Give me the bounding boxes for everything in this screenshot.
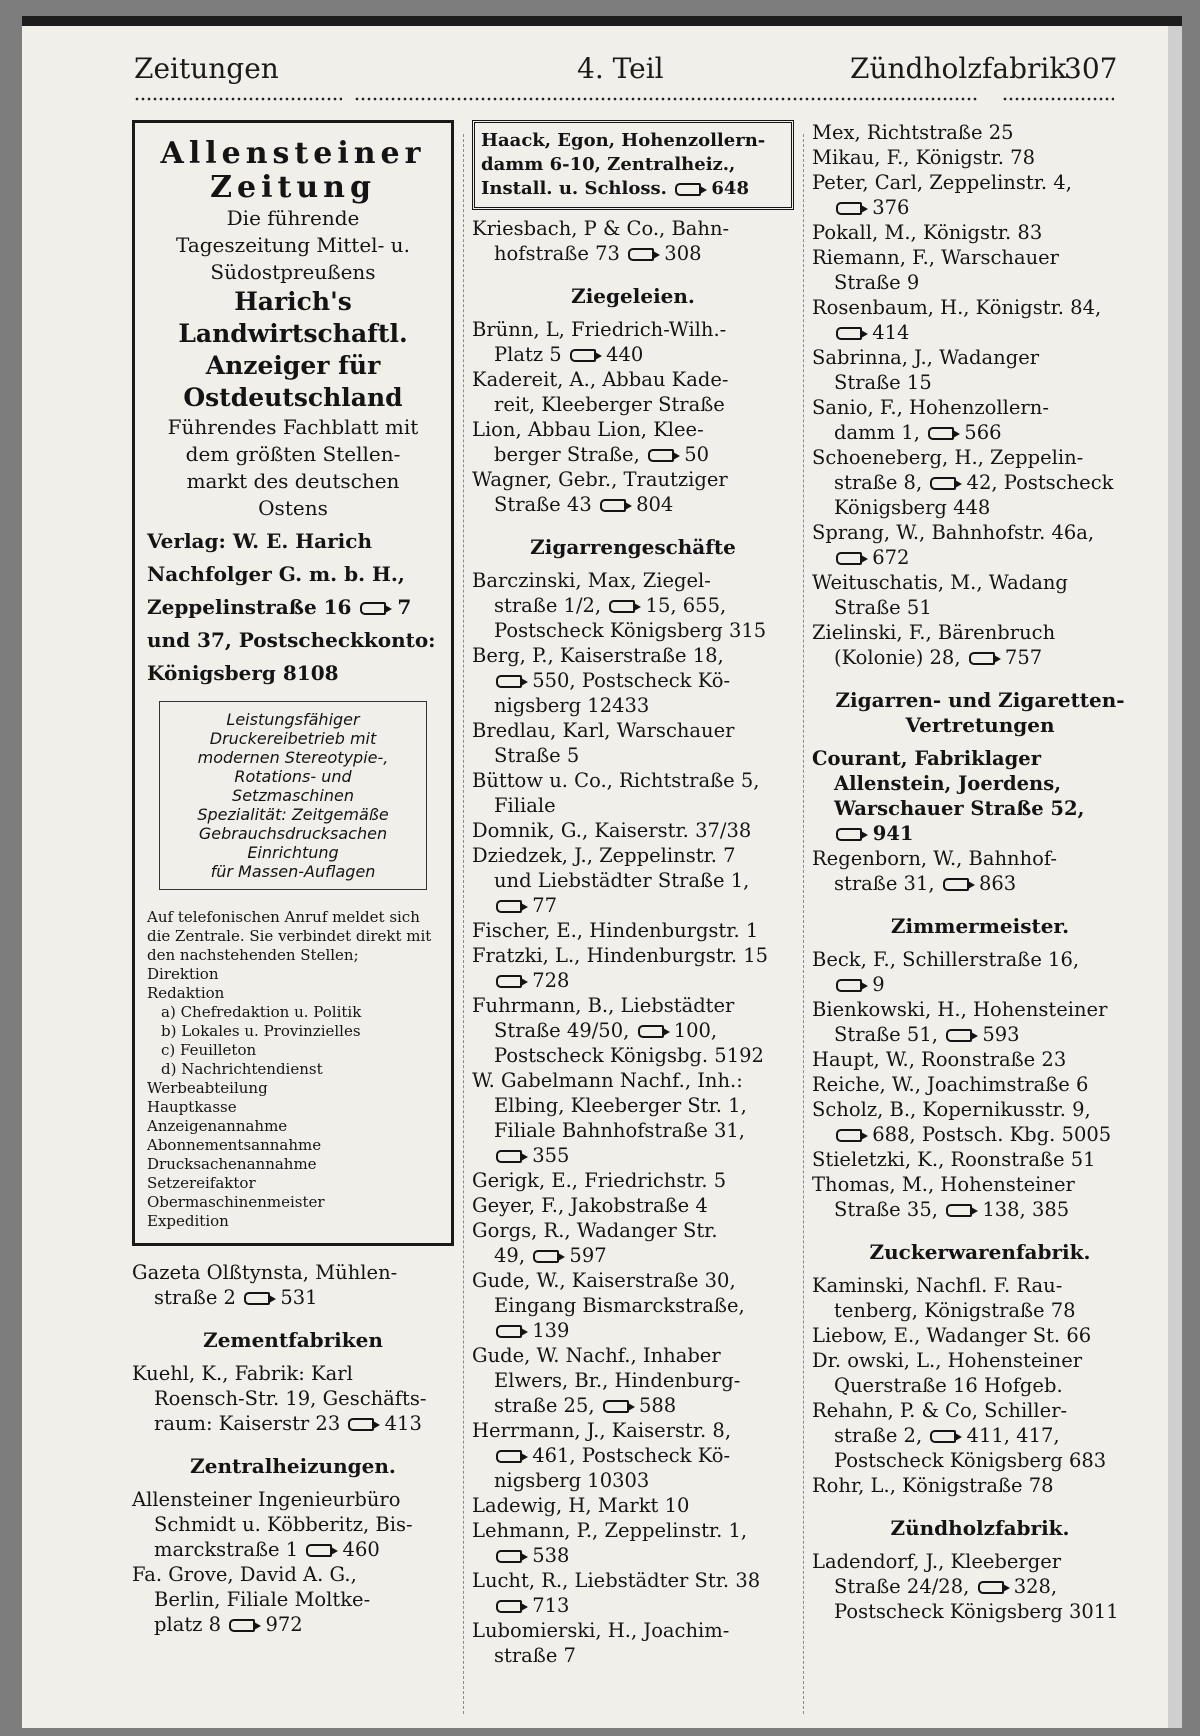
entry-continuation: Straße 24/28, 328, [834, 1575, 1058, 1598]
listing-entry [472, 417, 794, 467]
entry-continuation: 688, Postsch. Kbg. 5005 [812, 1122, 1148, 1147]
listing-entry [472, 1218, 794, 1268]
ad-bold-line: Landwirtschaftl. [178, 319, 408, 348]
section-heading: Zentralheizungen. [190, 1454, 396, 1478]
entry-continuation: berger Straße, 50 [494, 443, 710, 466]
telephone-icon [600, 499, 626, 512]
ad-department: Obermaschinenmeister [147, 1193, 325, 1211]
listing-entry [132, 1562, 454, 1637]
entry-name: Riemann, F., Warschauer [812, 246, 1060, 269]
listing-entry [472, 1168, 794, 1193]
entry-continuation: 941 [812, 821, 1148, 846]
entry-name: Geyer, F., Jakobstraße 4 [472, 1194, 708, 1217]
telephone-icon [928, 427, 954, 440]
ad-publisher-line: Zeppelinstraße 16 7 [147, 595, 412, 619]
listing-entry [812, 1473, 1148, 1498]
entry-continuation: 461, Postscheck Kö- [472, 1443, 794, 1468]
entry-continuation: Postscheck Königsbg. 5192 [494, 1044, 764, 1067]
entry-continuation: Elbing, Kleeberger Str. 1, [494, 1094, 747, 1117]
listing-entry [472, 1068, 794, 1168]
entry-name: Rohr, L., Königstraße 78 [812, 1474, 1054, 1497]
listing-entry [812, 170, 1148, 220]
telephone-icon [533, 1250, 559, 1263]
entry-continuation: Postscheck Königsberg 315 [494, 619, 767, 642]
header-part: 4. Teil [577, 52, 664, 85]
ad-bold-line: Harich's [234, 287, 352, 316]
entry-continuation: nigsberg 10303 [494, 1469, 650, 1492]
ad-title: Allensteiner [160, 136, 426, 171]
header-section-left: Zeitungen [134, 52, 279, 85]
entry-name: Scholz, B., Kopernikusstr. 9, [812, 1098, 1091, 1121]
column-1 [132, 120, 454, 1637]
entry-name: Courant, Fabriklager [812, 747, 1041, 770]
ad-department: a) Chefredaktion u. Politik [161, 1003, 362, 1021]
entry-continuation: 139 [472, 1318, 794, 1343]
listing-entry [812, 445, 1148, 520]
entry-name: Kriesbach, P & Co., Bahn- [472, 217, 730, 240]
telephone-icon [229, 1619, 255, 1632]
boxed-listing-line: damm 6-10, Zentralheiz., [481, 154, 736, 175]
entry-continuation: 77 [472, 893, 794, 918]
entry-name: Bienkowski, H., Hohensteiner [812, 998, 1108, 1021]
telephone-icon [496, 1600, 522, 1613]
section-heading: Zementfabriken [203, 1328, 383, 1352]
entry-name: Fa. Grove, David A. G., [132, 1563, 357, 1586]
listing-column-2 [472, 216, 794, 1668]
listing-entry [472, 1418, 794, 1493]
ad-department: Redaktion [147, 984, 225, 1002]
entry-name: Kadereit, A., Abbau Kade- [472, 368, 729, 391]
listing-entry [472, 568, 794, 643]
entry-name: Weituschatis, M., Wadang [812, 571, 1068, 594]
telephone-icon [943, 878, 969, 891]
ad-supplement-tagline [147, 414, 439, 522]
entry-name: Regenborn, W., Bahnhof- [812, 847, 1058, 870]
boxed-listing-line: Install. u. Schloss. 648 [481, 178, 749, 199]
listing-entry [812, 947, 1148, 997]
entry-continuation: 672 [812, 545, 1148, 570]
entry-name: Kaminski, Nachfl. F. Rau- [812, 1274, 1063, 1297]
entry-name: Schoeneberg, H., Zeppelin- [812, 446, 1084, 469]
directory-page [22, 16, 1182, 1728]
listing-entry [472, 718, 794, 768]
entry-name: Rosenbaum, H., Königstr. 84, [812, 296, 1102, 319]
listing-entry [132, 1487, 454, 1562]
ad-publisher-line: Nachfolger G. m. b. H., [147, 562, 405, 586]
entry-continuation: 728 [472, 968, 794, 993]
entry-continuation: damm 1, 566 [834, 421, 1002, 444]
listing-entry [472, 943, 794, 993]
listing-entry [472, 1268, 794, 1343]
telephone-icon [836, 828, 862, 841]
entry-continuation: Warschauer Straße 52, [834, 797, 1085, 820]
ad-department: Werbeabteilung [147, 1079, 268, 1097]
entry-name: Rehahn, P. & Co, Schiller- [812, 1399, 1068, 1422]
listing-entry [472, 1568, 794, 1618]
listing-entry [812, 1072, 1148, 1097]
listing-entry [812, 1323, 1148, 1348]
entry-continuation: Postscheck Königsberg 3011 [834, 1600, 1119, 1623]
entry-name: Lehmann, P., Zeppelinstr. 1, [472, 1519, 748, 1542]
listing-entry [472, 1193, 794, 1218]
ad-department: c) Feuilleton [161, 1041, 257, 1059]
telephone-icon [675, 183, 701, 196]
telephone-icon [496, 900, 522, 913]
ad-printing-line: Spezialität: Zeitgemäße [197, 805, 389, 824]
entry-name: Sanio, F., Hohenzollern- [812, 396, 1049, 419]
ad-department: d) Nachrichtendienst [161, 1060, 323, 1078]
ad-printing-line: für Massen-Auflagen [210, 862, 376, 881]
entry-continuation: Straße 51, 593 [834, 1023, 1020, 1046]
entry-name: Gorgs, R., Wadanger Str. [472, 1219, 718, 1242]
listing-entry [812, 1549, 1148, 1624]
ad-publisher-line: Königsberg 8108 [147, 661, 339, 685]
listing-entry [132, 1260, 454, 1310]
ad-printing-line: Rotations- und [234, 767, 352, 786]
listing-column-3 [812, 120, 1148, 1624]
ad-line: Tageszeitung Mittel- u. [176, 233, 410, 257]
listing-entry [472, 1518, 794, 1568]
entry-name: Allensteiner Ingenieurbüro [132, 1488, 401, 1511]
telephone-icon [496, 1450, 522, 1463]
entry-name: Beck, F., Schillerstraße 16, [812, 948, 1080, 971]
telephone-icon [496, 975, 522, 988]
ad-title: Zeitung [210, 170, 376, 205]
entry-continuation: Straße 35, 138, 385 [834, 1198, 1070, 1221]
entry-continuation: Schmidt u. Köbberitz, Bis- [154, 1513, 413, 1536]
listing-entry [812, 846, 1148, 896]
entry-continuation: Straße 43 804 [494, 493, 674, 516]
entry-name: Berg, P., Kaiserstraße 18, [472, 644, 724, 667]
page-number: 307 [1064, 52, 1118, 85]
listing-entry [812, 1398, 1148, 1473]
listing-entry [812, 746, 1148, 846]
entry-name: Sabrinna, J., Wadanger [812, 346, 1040, 369]
entry-name: Fischer, E., Hindenburgstr. 1 [472, 919, 759, 942]
ad-publisher-line: und 37, Postscheckkonto: [147, 628, 436, 652]
entry-name: Pokall, M., Königstr. 83 [812, 221, 1043, 244]
entry-name: Dr. owski, L., Hohensteiner [812, 1349, 1083, 1372]
listing-entry [812, 295, 1148, 345]
listing-entry [812, 570, 1148, 620]
entry-continuation: 414 [812, 320, 1148, 345]
entry-continuation: Straße 51 [834, 596, 932, 619]
entry-continuation: straße 1/2, 15, 655, [494, 594, 727, 617]
ad-department: Expedition [147, 1212, 229, 1230]
entry-name: Haupt, W., Roonstraße 23 [812, 1048, 1067, 1071]
telephone-icon [360, 602, 386, 615]
telephone-icon [836, 202, 862, 215]
entry-continuation: Elwers, Br., Hindenburg- [494, 1369, 741, 1392]
ad-bold-line: Ostdeutschland [183, 383, 403, 412]
entry-name: Fratzki, L., Hindenburgstr. 15 [472, 944, 769, 967]
ad-department: Direktion [147, 965, 219, 983]
listing-entry [472, 1493, 794, 1518]
telephone-icon [496, 675, 522, 688]
entry-continuation: nigsberg 12433 [494, 694, 650, 717]
entry-continuation: Platz 5 440 [494, 343, 644, 366]
listing-entry [812, 1273, 1148, 1323]
listing-entry [472, 993, 794, 1068]
listing-entry [812, 1147, 1148, 1172]
telephone-icon [609, 600, 635, 613]
entry-continuation: Berlin, Filiale Moltke- [154, 1588, 371, 1611]
entry-name: Reiche, W., Joachimstraße 6 [812, 1073, 1089, 1096]
listing-entry [472, 643, 794, 718]
ad-line: Ostens [258, 496, 328, 520]
listing-entry [472, 317, 794, 367]
ad-department: b) Lokales u. Provinzielles [161, 1022, 361, 1040]
entry-name: Wagner, Gebr., Trautziger [472, 468, 728, 491]
listing-entry [812, 1172, 1148, 1222]
section-heading: Zigarren- und Zigaretten- Vertretungen [835, 688, 1125, 737]
entry-name: Mex, Richtstraße 25 [812, 121, 1014, 144]
listing-entry [472, 918, 794, 943]
ad-department-list [147, 965, 439, 1231]
entry-continuation: marckstraße 1 460 [154, 1538, 380, 1561]
entry-name: Herrmann, J., Kaiserstr. 8, [472, 1419, 732, 1442]
listing-entry [812, 1348, 1148, 1398]
entry-name: Stieletzki, K., Roonstraße 51 [812, 1148, 1096, 1171]
running-header [22, 52, 1182, 92]
listing-entry [812, 145, 1148, 170]
telephone-icon [628, 248, 654, 261]
listing-entry [132, 1361, 454, 1436]
entry-continuation: reit, Kleeberger Straße [494, 393, 725, 416]
entry-name: Barczinski, Max, Ziegel- [472, 569, 711, 592]
entry-name: Sprang, W., Bahnhofstr. 46a, [812, 521, 1095, 544]
ad-supplement-title [147, 286, 439, 414]
entry-continuation: Filiale [494, 794, 556, 817]
entry-continuation: Straße 49/50, 100, [494, 1019, 718, 1042]
column-2 [472, 120, 794, 1668]
entry-name: Mikau, F., Königstr. 78 [812, 146, 1035, 169]
ad-line: markt des deutschen [186, 469, 400, 493]
entry-name: Fuhrmann, B., Liebstädter [472, 994, 735, 1017]
listing-entry [812, 245, 1148, 295]
entry-name: Lubomierski, H., Joachim- [472, 1619, 730, 1642]
telephone-icon [348, 1418, 374, 1431]
header-dotted-rule [1002, 96, 1114, 102]
column-divider [803, 134, 804, 1714]
listing-entry [812, 520, 1148, 570]
entry-continuation: 538 [472, 1543, 794, 1568]
newspaper-advertisement [132, 120, 454, 1246]
entry-name: Gazeta Olßtynsta, Mühlen- [132, 1261, 398, 1284]
entry-continuation: straße 2 531 [154, 1286, 318, 1309]
entry-continuation: Straße 5 [494, 744, 580, 767]
ad-printing-line: Druckereibetrieb mit [209, 729, 377, 748]
entry-continuation: und Liebstädter Straße 1, [494, 869, 750, 892]
ad-printing-line: Gebrauchsdrucksachen [198, 824, 388, 843]
entry-continuation: hofstraße 73 308 [494, 242, 702, 265]
listing-entry [472, 843, 794, 918]
listing-entry [472, 367, 794, 417]
telephone-icon [930, 1430, 956, 1443]
ad-printing-line: modernen Stereotypie-, [197, 748, 389, 767]
telephone-icon [978, 1581, 1004, 1594]
entry-name: W. Gabelmann Nachf., Inh.: [472, 1069, 743, 1092]
listing-entry [472, 216, 794, 266]
entry-continuation: Filiale Bahnhofstraße 31, [494, 1119, 745, 1142]
listing-entry [812, 620, 1148, 670]
entry-name: Gude, W., Kaiserstraße 30, [472, 1269, 736, 1292]
entry-continuation: 355 [472, 1143, 794, 1168]
entry-continuation: raum: Kaiserstr 23 413 [154, 1412, 422, 1435]
entry-name: Kuehl, K., Fabrik: Karl [132, 1362, 353, 1385]
section-heading: Zuckerwarenfabrik. [869, 1240, 1091, 1264]
telephone-icon [836, 327, 862, 340]
entry-continuation: 550, Postscheck Kö- [472, 668, 794, 693]
listing-entry [812, 220, 1148, 245]
entry-continuation: Straße 9 [834, 271, 920, 294]
entry-continuation: Roensch-Str. 19, Geschäfts- [154, 1387, 427, 1410]
entry-name: Brünn, L, Friedrich-Wilh.- [472, 318, 727, 341]
listing-entry [812, 997, 1148, 1047]
entry-name: Lucht, R., Liebstädter Str. 38 [472, 1569, 761, 1592]
telephone-icon [648, 449, 674, 462]
listing-entry [812, 395, 1148, 445]
entry-name: Ladendorf, J., Kleeberger [812, 1550, 1062, 1573]
entry-name: Zielinski, F., Bärenbruch [812, 621, 1056, 644]
ad-telephone-note: Auf telefonischen Anruf meldet sich die Zentrale. Sie verbindet direkt mit den nachstehenden Stellen; [147, 908, 432, 964]
entry-continuation: straße 25, 588 [494, 1394, 677, 1417]
entry-name: Domnik, G., Kaiserstr. 37/38 [472, 819, 752, 842]
entry-continuation: straße 7 [494, 1644, 576, 1667]
entry-name: Dziedzek, J., Zeppelinstr. 7 [472, 844, 736, 867]
ad-publisher-line: Verlag: W. E. Harich [147, 529, 372, 553]
telephone-icon [244, 1292, 270, 1305]
telephone-icon [496, 1325, 522, 1338]
entry-name: Liebow, E., Wadanger St. 66 [812, 1324, 1092, 1347]
column-3 [812, 120, 1148, 1624]
column-divider [463, 134, 464, 1714]
entry-name: Peter, Carl, Zeppelinstr. 4, [812, 171, 1072, 194]
ad-printing-line: Einrichtung [247, 843, 339, 862]
section-heading: Zigarrengeschäfte [530, 535, 736, 559]
entry-name: Lion, Abbau Lion, Klee- [472, 418, 704, 441]
boxed-listing [472, 120, 794, 210]
ad-department: Abonnementsannahme [147, 1136, 322, 1154]
ad-line: Südostpreußens [210, 260, 376, 284]
ad-publisher [147, 528, 439, 687]
listing-entry [812, 1047, 1148, 1072]
ad-bold-line: Anzeiger für [205, 351, 381, 380]
listing-column-1 [132, 1260, 454, 1637]
section-heading: Zimmermeister. [890, 914, 1070, 938]
ad-line: Führendes Fachblatt mit [167, 415, 419, 439]
entry-name: Ladewig, H, Markt 10 [472, 1494, 690, 1517]
scan-right-edge [1168, 26, 1182, 1728]
listing-entry [812, 1097, 1148, 1147]
telephone-icon [496, 1550, 522, 1563]
telephone-icon [603, 1400, 629, 1413]
telephone-icon [570, 349, 596, 362]
entry-continuation: 49, 597 [494, 1244, 607, 1267]
entry-name: Gude, W. Nachf., Inhaber [472, 1344, 721, 1367]
entry-continuation: Eingang Bismarckstraße, [494, 1294, 745, 1317]
telephone-icon [496, 1150, 522, 1163]
entry-continuation: 713 [472, 1593, 794, 1618]
entry-continuation: Querstraße 16 Hofgeb. [834, 1374, 1063, 1397]
entry-continuation: 376 [812, 195, 1148, 220]
telephone-icon [836, 552, 862, 565]
ad-department: Anzeigenannahme [147, 1117, 288, 1135]
ad-line: Die führende [226, 206, 360, 230]
ad-line: dem größten Stellen- [185, 442, 401, 466]
entry-continuation: Allenstein, Joerdens, [834, 772, 1061, 795]
listing-entry [472, 467, 794, 517]
boxed-listing-line: Haack, Egon, Hohenzollern- [481, 130, 766, 151]
header-dotted-rule [354, 96, 978, 102]
telephone-icon [836, 979, 862, 992]
ad-printing-line: Leistungsfähiger [226, 710, 360, 729]
ad-tagline [147, 205, 439, 286]
header-section-right: Zündholzfabrik [850, 52, 1067, 85]
ad-printing-box [159, 701, 427, 890]
entry-continuation: straße 2, 411, 417, [834, 1424, 1060, 1447]
telephone-icon [930, 477, 956, 490]
listing-entry [812, 120, 1148, 145]
header-dotted-rule [134, 96, 342, 102]
listing-entry [472, 1618, 794, 1668]
ad-printing-line: Setzmaschinen [232, 786, 354, 805]
telephone-icon [638, 1025, 664, 1038]
entry-continuation: platz 8 972 [154, 1613, 303, 1636]
ad-department: Hauptkasse [147, 1098, 237, 1116]
section-heading: Ziegeleien. [571, 284, 695, 308]
scan-top-edge [22, 16, 1182, 26]
telephone-icon [969, 652, 995, 665]
telephone-icon [306, 1544, 332, 1557]
listing-entry [472, 768, 794, 818]
entry-continuation: Straße 15 [834, 371, 932, 394]
telephone-icon [836, 1129, 862, 1142]
entry-continuation: straße 31, 863 [834, 872, 1017, 895]
entry-continuation: tenberg, Königstraße 78 [834, 1299, 1076, 1322]
entry-name: Gerigk, E., Friedrichstr. 5 [472, 1169, 727, 1192]
entry-name: Büttow u. Co., Richtstraße 5, [472, 769, 760, 792]
ad-department: Setzereifaktor [147, 1174, 256, 1192]
telephone-icon [946, 1029, 972, 1042]
entry-continuation: straße 8, 42, Postscheck [834, 471, 1114, 494]
listing-entry [472, 818, 794, 843]
ad-department: Drucksachenannahme [147, 1155, 317, 1173]
listing-entry [812, 345, 1148, 395]
entry-continuation: Postscheck Königsberg 683 [834, 1449, 1107, 1472]
telephone-icon [946, 1204, 972, 1217]
entry-continuation: (Kolonie) 28, 757 [834, 646, 1043, 669]
entry-continuation: 9 [812, 972, 1148, 997]
section-heading: Zündholzfabrik. [890, 1516, 1070, 1540]
listing-entry [472, 1343, 794, 1418]
entry-name: Thomas, M., Hohensteiner [812, 1173, 1075, 1196]
entry-name: Bredlau, Karl, Warschauer [472, 719, 735, 742]
entry-continuation: Königsberg 448 [834, 496, 991, 519]
